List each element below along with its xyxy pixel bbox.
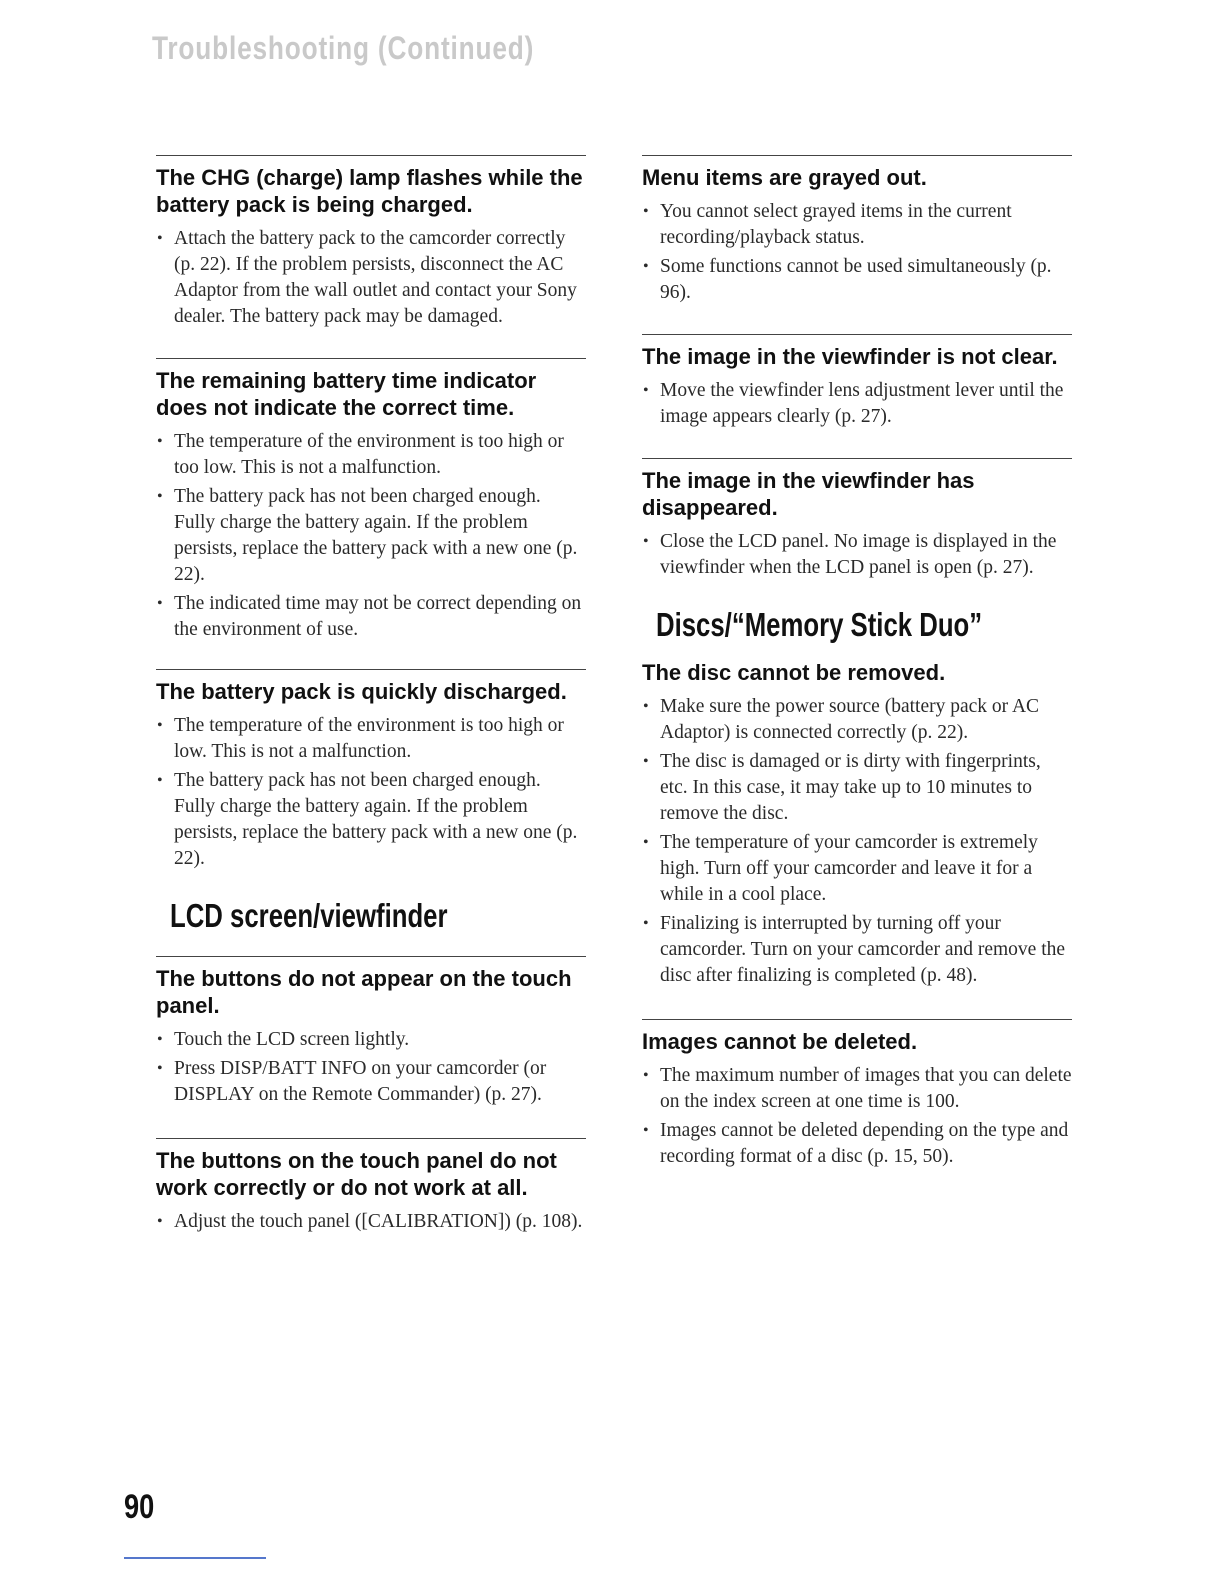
list-item: • Close the LCD panel. No image is displayed in the viewfinder when the LCD panel is open (p. 27).	[643, 531, 1057, 578]
list-item: • The disc is damaged or is dirty with fingerprints, etc. In this case, it may take up to 10 minutes to remove the disc.	[643, 751, 1041, 824]
list-item: • The indicated time may not be correct depending on the environment of use.	[157, 593, 582, 640]
topic-items	[156, 1027, 586, 1108]
list-item: • The battery pack has not been charged enough. Fully charge the battery again. If the problem persists, replace the battery pack with a new one (p. 22).	[157, 770, 578, 869]
list-item: • Finalizing is interrupted by turning off your camcorder. Turn on your camcorder and remove the disc after finalizing is completed (p. 48).	[643, 913, 1066, 986]
page-header: Troubleshooting (Continued)	[152, 30, 535, 66]
topic-viewfinder-disappeared	[642, 458, 1072, 581]
list-item: • Make sure the power source (battery pack or AC Adaptor) is connected correctly (p. 22).	[643, 696, 1040, 743]
topic-images-cannot-be-deleted	[642, 1019, 1072, 1170]
topic-items	[642, 199, 1072, 306]
topic-menu-grayed-out	[642, 155, 1072, 306]
topic-items	[642, 378, 1072, 430]
topic-viewfinder-not-clear	[642, 334, 1072, 430]
topic-items	[156, 1209, 586, 1235]
list-item: • Touch the LCD screen lightly.	[157, 1029, 410, 1050]
topic-title: Menu items are grayed out.	[642, 165, 927, 190]
topic-buttons-not-work	[156, 1138, 586, 1235]
topic-items	[642, 1063, 1072, 1170]
topic-title: The CHG (charge) lamp flashes while the battery pack is being charged.	[156, 165, 583, 217]
topic-title: The image in the viewfinder is not clear.	[642, 344, 1058, 369]
topic-title: Images cannot be deleted.	[642, 1029, 918, 1054]
section-heading-discs: Discs/“Memory Stick Duo”	[656, 606, 983, 643]
left-column	[156, 155, 586, 1238]
topic-battery-quickly-discharged	[156, 669, 586, 872]
footer-rule	[124, 1557, 266, 1559]
topic-battery-time-indicator	[156, 358, 586, 643]
list-item: • Press DISP/BATT INFO on your camcorder (or DISPLAY on the Remote Commander) (p. 27).	[157, 1058, 547, 1105]
section-heading-lcd: LCD screen/viewfinder	[170, 897, 448, 934]
list-item: • The maximum number of images that you can delete on the index screen at one time is 100.	[643, 1065, 1072, 1112]
topic-disc-cannot-be-removed	[642, 659, 1072, 989]
list-item: • The temperature of the environment is too high or low. This is not a malfunction.	[157, 715, 564, 762]
list-item: • The battery pack has not been charged enough. Fully charge the battery again. If the problem persists, replace the battery pack with a new one (p. 22).	[157, 486, 578, 585]
topic-title: The battery pack is quickly discharged.	[156, 679, 567, 704]
topic-buttons-not-appear	[156, 956, 586, 1108]
list-item: • Adjust the touch panel ([CALIBRATION]) (p. 108).	[157, 1211, 583, 1232]
topic-title: The buttons on the touch panel do not work correctly or do not work at all.	[156, 1148, 557, 1200]
list-item: • Attach the battery pack to the camcorder correctly (p. 22). If the problem persists, disconnect the AC Adaptor from the wall outlet and contact your Sony dealer. The battery pack may be damaged.	[157, 228, 577, 327]
list-item: • Move the viewfinder lens adjustment lever until the image appears clearly (p. 27).	[643, 380, 1064, 427]
topic-items	[156, 226, 586, 330]
list-item: • You cannot select grayed items in the current recording/playback status.	[643, 201, 1012, 248]
list-item: • Images cannot be deleted depending on the type and recording format of a disc (p. 15, 50).	[643, 1120, 1069, 1167]
topic-items	[156, 429, 586, 643]
topic-title: The image in the viewfinder has disappeared.	[642, 468, 975, 520]
topic-title: The buttons do not appear on the touch panel.	[156, 966, 572, 1018]
topic-chg-lamp-flashes	[156, 155, 586, 330]
topic-items	[642, 694, 1072, 989]
right-column	[642, 155, 1072, 1173]
topic-items	[156, 713, 586, 872]
list-item: • The temperature of the environment is too high or too low. This is not a malfunction.	[157, 431, 564, 478]
topic-title: The disc cannot be removed.	[642, 660, 946, 685]
topic-title: The remaining battery time indicator does not indicate the correct time.	[156, 368, 537, 420]
list-item: • The temperature of your camcorder is extremely high. Turn off your camcorder and leave it for a while in a cool place.	[643, 832, 1038, 905]
topic-items	[642, 529, 1072, 581]
list-item: • Some functions cannot be used simultaneously (p. 96).	[643, 256, 1052, 303]
page-number: 90	[124, 1488, 155, 1526]
